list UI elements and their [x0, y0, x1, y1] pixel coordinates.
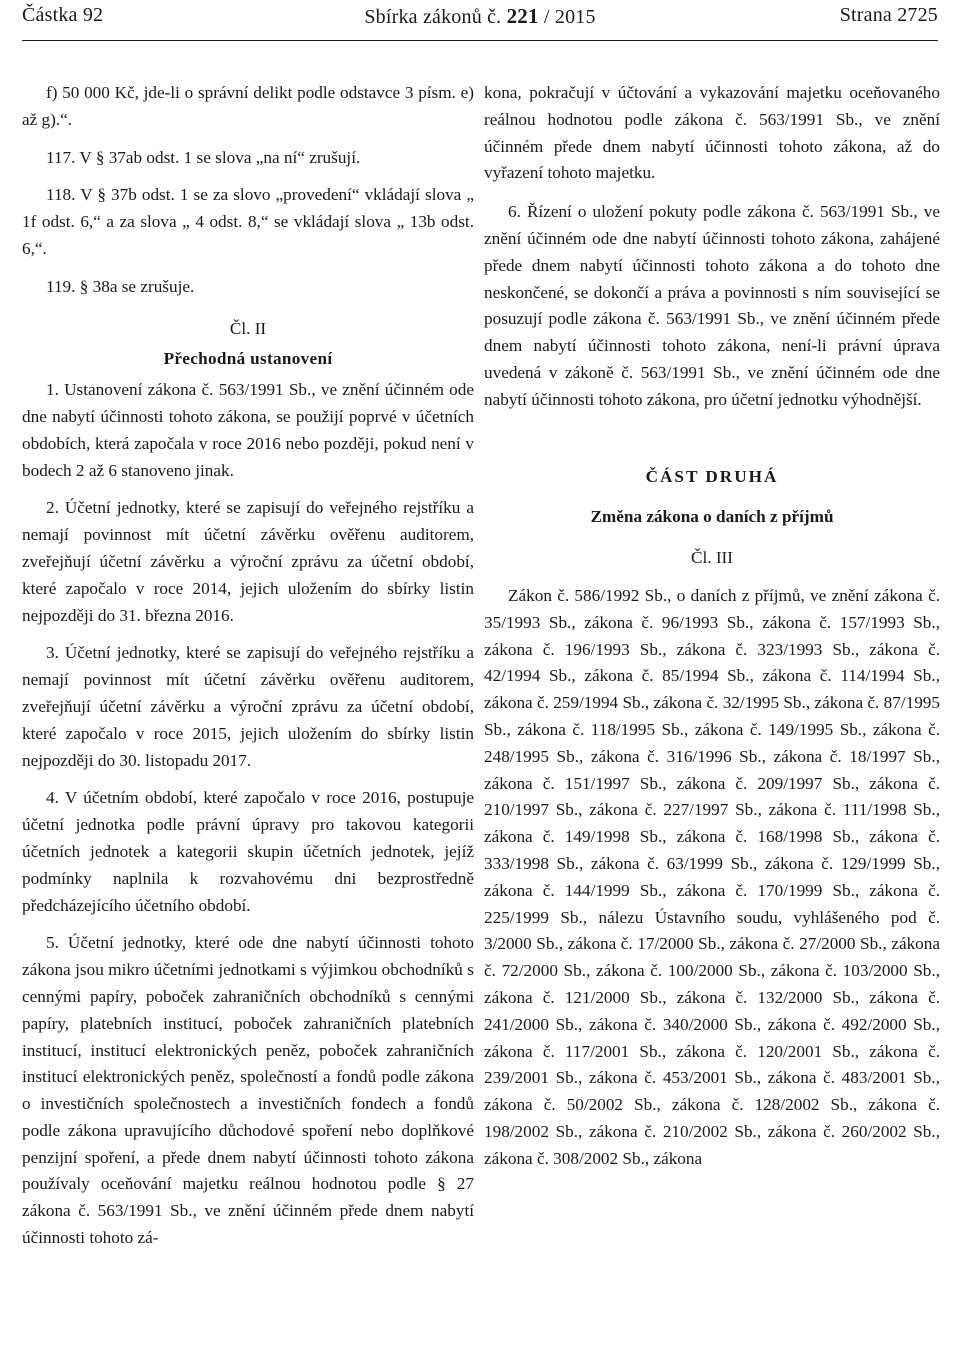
paragraph: 118. V § 37b odst. 1 se za slovo „provedení“ vkládají slova „ 1f odst. 6,“ a za slova „ 4 odst. 8,“ se vkládají slova „ 13b odst. 6,“.: [22, 185, 474, 258]
paragraph: Zákon č. 586/1992 Sb., o daních z příjmů, ve znění zákona č. 35/1993 Sb., zákona č. 96/1993 Sb., zákona č. 157/1993 Sb., zákona č. 196/1993 Sb., zákona č. 323/1993 Sb., zákona č. 42/1994 Sb., zákona č. 85/1994 Sb., zákona č. 114/1994 Sb., zákona č. 259/1994 Sb., zákona č. 32/1995 Sb., zákona č. 87/1995 Sb., zákona č. 118/1995 Sb., zákona č. 149/1995 Sb., zákona č. 248/1995 Sb., zákona č. 316/1996 Sb., zákona č. 18/1997 Sb., zákona č. 151/1997 Sb., zákona č. 209/1997 Sb., zákona č. 210/1997 Sb., zákona č. 227/1997 Sb., zákona č. 111/1998 Sb., zákona č. 149/1998 Sb., zákona č. 168/1998 Sb., zákona č. 333/1998 Sb., zákona č. 63/1999 Sb., zákona č. 129/1999 Sb., zákona č. 144/1999 Sb., zákona č. 170/1999 Sb., zákona č. 225/1999 Sb., nálezu Ústavního soudu, vyhlášeného pod č. 3/2000 Sb., zákona č. 17/2000 Sb., zákona č. 27/2000 Sb., zákona č. 72/2000 Sb., zákona č. 100/2000 Sb., zákona č. 103/2000 Sb., zákona č. 121/2000 Sb., zákona č. 132/2000 Sb., zákona č. 241/2000 Sb., zákona č. 340/2000 Sb., zákona č. 492/2000 Sb., zákona č. 117/2001 Sb., zákona č. 120/2001 Sb., zákona č. 239/2001 Sb., zákona č. 453/2001 Sb., zákona č. 483/2001 Sb., zákona č. 50/2002 Sb., zákona č. 128/2002 Sb., zákona č. 198/2002 Sb., zákona č. 210/2002 Sb., zákona č. 260/2002 Sb., zákona č. 308/2002 Sb., zákona: [484, 585, 940, 1168]
article-heading: Čl. III: [690, 548, 733, 568]
paragraph: 117. V § 37ab odst. 1 se slova „na ní“ zrušují.: [46, 147, 361, 167]
paragraph: 4. V účetním období, které započalo v roce 2016, postupuje účetní jednotka podle právní úpravy pro takovou kategorii účetních jednotek a kategorii skupin účetních jednotek, jejíž podmínky naplnila k rozvahovému dni bezprostředně předcházejícího účetního období.: [22, 788, 474, 915]
paragraph: 3. Účetní jednotky, které se zapisují do veřejného rejstříku a nemají povinnost mít účetní závěrku ověřenu auditorem, zveřejňují účetní závěrku a výroční zprávu za účetní období, které započalo v roce 2015, jejich uložením do sbírky listin nejpozději do 30. listopadu 2017.: [22, 643, 474, 770]
part-heading: ČÁST DRUHÁ: [645, 466, 779, 486]
left-column: [22, 80, 474, 1349]
header-issue: Částka 92: [22, 4, 104, 26]
article-title: Přechodná ustanovení: [163, 349, 333, 369]
paragraph: 119. § 38a se zrušuje.: [46, 276, 195, 296]
right-column: [484, 80, 940, 1349]
header-rule: [22, 40, 938, 41]
law-title: Změna zákona o daních z příjmů: [590, 507, 834, 527]
paragraph: f) 50 000 Kč, jde-li o správní delikt podle odstavce 3 písm. e) až g).“.: [22, 83, 474, 129]
header-collection-number: 221: [506, 4, 539, 28]
header-collection-suffix: / 2015: [543, 6, 596, 28]
paragraph: 1. Ustanovení zákona č. 563/1991 Sb., ve znění účinném ode dne nabytí účinnosti tohoto zákona, se použijí poprvé v účetních obdobích, která započala v roce 2016 nebo později, pokud není v bodech 2 až 6 stanoveno jinak.: [22, 380, 474, 480]
page-header: [22, 4, 938, 30]
header-page-number: Strana 2725: [839, 4, 938, 26]
paragraph: 5. Účetní jednotky, které ode dne nabytí účinnosti tohoto zákona jsou mikro účetními jednotkami s výjimkou obchodníků s cennými papíry, poboček zahraničních obchodníků s cennými papíry, platebních institucí, poboček zahraničních platebních institucí, institucí elektronických peněz, poboček zahraničních institucí elektronických peněz, společností a fondů podle zákona o investičních společnostech a investičních fondech a fondů podle zákona upravujícího důchodové spoření nebo doplňkové penzijní spoření, a přede dnem nabytí účinnosti tohoto zákona používaly oceňování majetku reálnou hodnotou podle § 27 zákona č. 563/1991 Sb., ve znění účinném přede dnem nabytí účinnosti tohoto zá-: [22, 933, 474, 1248]
paragraph: 2. Účetní jednotky, které se zapisují do veřejného rejstříku a nemají povinnost mít účetní závěrku ověřenu auditorem, zveřejňují účetní závěrku a výroční zprávu za účetní období, které započalo v roce 2014, jejich uložením do sbírky listin nejpozději do 31. března 2016.: [22, 498, 474, 625]
article-heading: Čl. II: [229, 318, 267, 338]
paragraph: kona, pokračují v účtování a vykazování majetku oceňovaného reálnou hodnotou podle zákona č. 563/1991 Sb., ve znění účinném přede dnem nabytí účinnosti tohoto zákona, až do vyřazení tohoto majetku.: [484, 83, 940, 183]
header-collection-prefix: Sbírka zákonů č.: [364, 6, 502, 28]
header-collection: [22, 4, 938, 29]
paragraph: 6. Řízení o uložení pokuty podle zákona č. 563/1991 Sb., ve znění účinném ode dne nabytí účinnosti tohoto zákona, zahájené přede dnem nabytí účinnosti tohoto zákona a do tohoto dne neskončené, se dokončí a práva a povinnosti s ním související se posuzují podle zákona č. 563/1991 Sb., ve znění účinném přede dnem nabytí účinnosti tohoto zákona, není-li právní úprava uvedená v zákoně č. 563/1991 Sb., ve znění účinném ode dne nabytí účinnosti tohoto zákona, pro účetní jednotku výhodnější.: [484, 202, 940, 409]
